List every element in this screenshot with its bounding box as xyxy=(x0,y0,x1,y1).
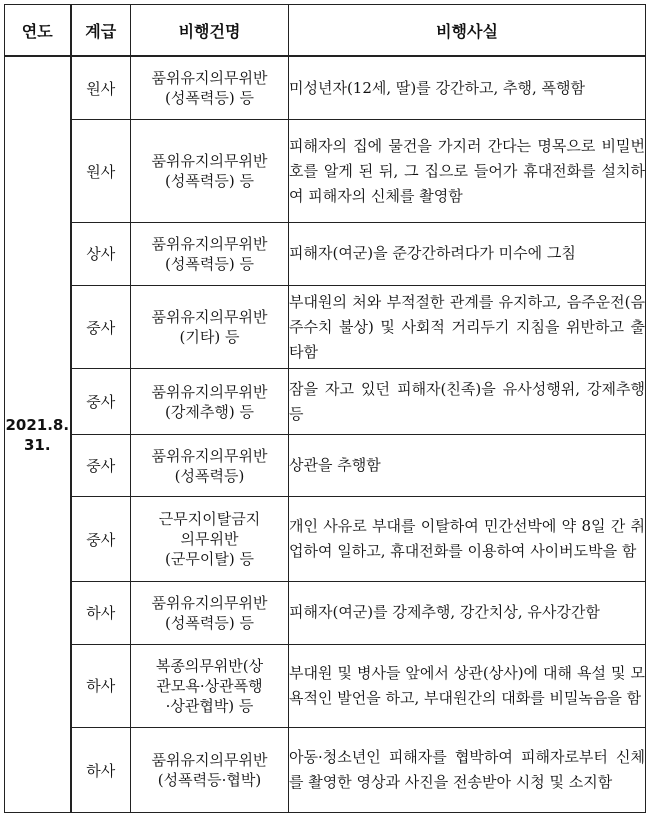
charge-line: 품위유지의무위반 xyxy=(151,593,268,612)
rank-cell: 중사 xyxy=(71,497,131,582)
charge-line: 품위유지의무위반 xyxy=(151,751,268,770)
charge-cell xyxy=(131,434,289,497)
facts-text: 미성년자(12세, 딸)를 강간하고, 추행, 폭행함 xyxy=(289,78,586,97)
charge-cell xyxy=(131,369,289,435)
charge-line: 품위유지의무위반 xyxy=(151,234,268,253)
table-row xyxy=(5,644,646,728)
facts-text: 피해자의 집에 물건을 가지러 간다는 명목으로 비밀번호를 알게 된 뒤, 그 집으로 들어가 휴대전화를 설치하여 피해자의 신체를 촬영함 xyxy=(289,136,645,205)
charge-cell xyxy=(131,582,289,645)
charge-line: 복종의무위반(상 xyxy=(155,656,264,675)
table-row xyxy=(5,582,646,645)
header-facts: 비행사실 xyxy=(289,5,646,57)
charge-cell xyxy=(131,644,289,728)
header-charge: 비행건명 xyxy=(131,5,289,57)
charge-line: (강제추행) 등 xyxy=(165,402,254,421)
charge-line: 품위유지의무위반 xyxy=(151,152,268,171)
charge-line: 의무위반 xyxy=(180,530,239,549)
facts-cell xyxy=(289,644,646,728)
facts-text: 잠을 자고 있던 피해자(친족)을 유사성행위, 강제추행 등 xyxy=(289,379,645,423)
facts-cell xyxy=(289,223,646,286)
table-row xyxy=(5,497,646,582)
rank-cell: 하사 xyxy=(71,728,131,813)
facts-text: 부대원 및 병사들 앞에서 상관(상사)에 대해 욕설 및 모욕적인 발언을 하고, 부대원간의 대화를 비밀녹음을 함 xyxy=(289,663,645,707)
rank-cell: 하사 xyxy=(71,644,131,728)
rank-cell: 중사 xyxy=(71,369,131,435)
rank-cell: 하사 xyxy=(71,582,131,645)
year-line-1: 2021.8. xyxy=(5,415,70,434)
facts-cell xyxy=(289,497,646,582)
rank-cell: 중사 xyxy=(71,434,131,497)
charge-line: (성폭력등) xyxy=(174,466,245,485)
rank-cell: 상사 xyxy=(71,223,131,286)
table-row xyxy=(5,285,646,369)
table-row xyxy=(5,223,646,286)
charge-line: 품위유지의무위반 xyxy=(151,446,268,465)
charge-cell xyxy=(131,497,289,582)
table-row xyxy=(5,120,646,223)
facts-cell xyxy=(289,369,646,435)
header-rank: 계급 xyxy=(71,5,131,57)
year-line-2: 31. xyxy=(23,435,51,454)
year-cell xyxy=(5,56,71,812)
charge-line: 근무지이탈금지 xyxy=(158,510,261,529)
charge-cell xyxy=(131,120,289,223)
facts-cell xyxy=(289,434,646,497)
charge-line: (성폭력등) 등 xyxy=(165,613,254,632)
charge-line: (기타) 등 xyxy=(179,328,240,347)
charge-cell xyxy=(131,56,289,120)
rank-cell: 원사 xyxy=(71,120,131,223)
facts-cell xyxy=(289,582,646,645)
facts-text: 아동·청소년인 피해자를 협박하여 피해자로부터 신체를 촬영한 영상과 사진을 전송받아 시청 및 소지함 xyxy=(289,748,645,792)
rank-cell: 원사 xyxy=(71,56,131,120)
facts-cell xyxy=(289,120,646,223)
charge-line: (성폭력등) 등 xyxy=(165,172,254,191)
table-row xyxy=(5,369,646,435)
charge-line: 관모욕·상관폭행 xyxy=(156,676,263,695)
charge-line: (성폭력등·협박) xyxy=(157,771,262,790)
table-row xyxy=(5,434,646,497)
charge-line: 품위유지의무위반 xyxy=(151,308,268,327)
header-row xyxy=(5,5,646,57)
table-row xyxy=(5,56,646,120)
header-year: 연도 xyxy=(5,5,71,57)
facts-cell xyxy=(289,56,646,120)
facts-text: 개인 사유로 부대를 이탈하여 민간선박에 약 8일 간 취업하여 일하고, 휴대전화를 이용하여 사이버도박을 함 xyxy=(289,517,645,561)
charge-line: (군무이탈) 등 xyxy=(165,550,254,569)
charge-line: ·상관협박) 등 xyxy=(165,696,254,715)
disciplinary-table xyxy=(4,4,646,813)
facts-text: 부대원의 처와 부적절한 관계를 유지하고, 음주운전(음주수치 불상) 및 사회적 거리두기 지침을 위반하고 출타함 xyxy=(289,292,645,361)
facts-cell xyxy=(289,728,646,813)
charge-line: 품위유지의무위반 xyxy=(151,382,268,401)
table-row xyxy=(5,728,646,813)
charge-line: (성폭력등) 등 xyxy=(165,254,254,273)
charge-cell xyxy=(131,223,289,286)
rank-cell: 중사 xyxy=(71,285,131,369)
charge-cell xyxy=(131,728,289,813)
facts-text: 상관을 추행함 xyxy=(289,456,381,475)
charge-line: (성폭력등) 등 xyxy=(165,89,254,108)
facts-cell xyxy=(289,285,646,369)
facts-text: 피해자(여군)을 준강간하려다가 미수에 그침 xyxy=(289,244,576,263)
facts-text: 피해자(여군)를 강제추행, 강간치상, 유사강간함 xyxy=(289,603,600,622)
charge-cell xyxy=(131,285,289,369)
charge-line: 품위유지의무위반 xyxy=(151,69,268,88)
